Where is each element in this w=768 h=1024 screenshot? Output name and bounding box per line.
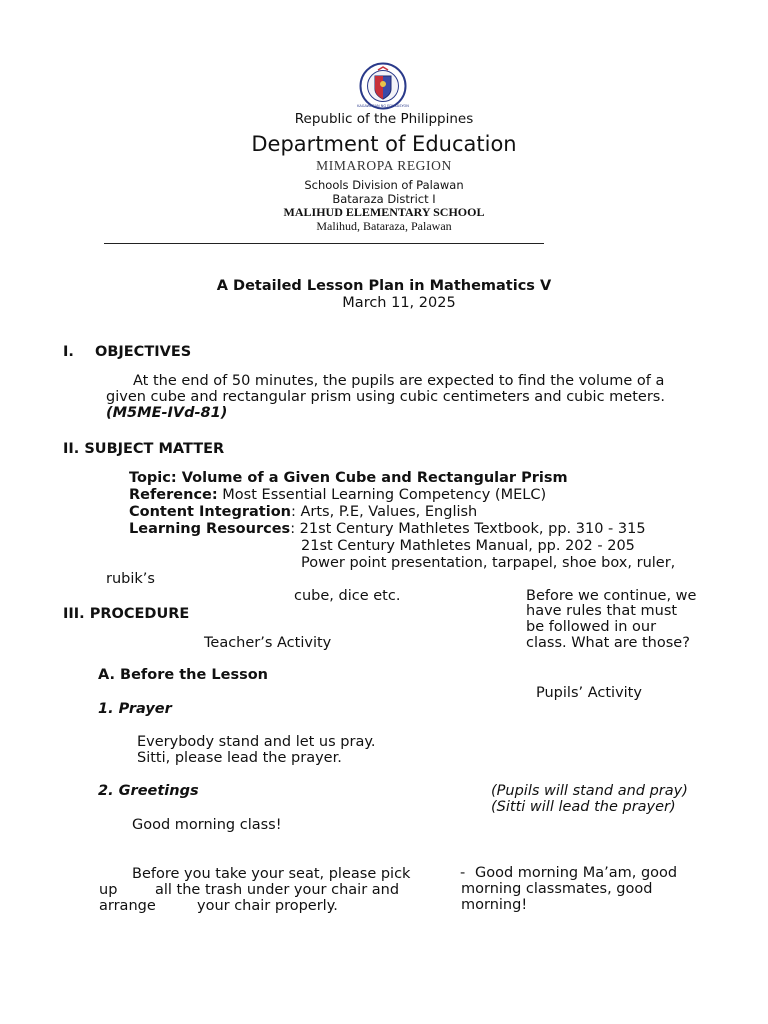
resources-line-3: Power point presentation, tarpapel, shoe box, ruler, [301,555,676,571]
prayer-line-1: Everybody stand and let us pray. [137,734,376,750]
prayer-heading: 1. Prayer [98,701,172,717]
reply-line-1: Good morning Ma’am, good [475,865,678,881]
seat-line-3a: arrange [99,898,156,914]
seat-line-3b: your chair properly. [197,898,338,914]
objectives-line-1: At the end of 50 minutes, the pupils are expected to find the volume of a [133,373,665,389]
republic-line: Republic of the Philippines [294,111,474,127]
procedure-heading: III. PROCEDURE [63,606,190,622]
school-name: MALIHUD ELEMENTARY SCHOOL [283,205,485,219]
resources-label: Learning Resources [129,521,291,537]
objectives-heading: OBJECTIVES [95,344,192,360]
objectives-line-2: given cube and rectangular prism using cubic centimeters and cubic meters. [106,389,665,405]
rules-line-1: Before we continue, we [526,588,697,604]
integration-value: : Arts, P.E, Values, English [290,504,478,520]
competency-code: (M5ME-IVd-81) [106,405,228,421]
topic-line: Topic: Volume of a Given Cube and Rectangular Prism [129,470,568,486]
deped-seal-logo [350,62,416,110]
reply-dash: - [460,865,466,881]
pupils-pray-line-1: (Pupils will stand and pray) [491,783,688,799]
school-address: Malihud, Bataraza, Palawan [316,219,452,233]
reply-line-3: morning! [461,897,528,913]
integration-line [129,504,477,520]
region-line: MIMAROPA REGION [316,158,452,173]
seat-line-1: Before you take your seat, please pick [132,866,411,882]
reference-value: Most Essential Learning Competency (MELC) [217,487,547,503]
reply-line-2: morning classmates, good [461,881,653,897]
integration-label: Content Integration [129,504,291,520]
objectives-numeral: I. [63,344,74,360]
department-title: Department of Education [251,132,517,156]
reference-label: Reference: [129,487,218,503]
rules-line-2: have rules that must [526,603,678,619]
reference-line [129,487,546,503]
lesson-date: March 11, 2025 [342,295,456,311]
resources-line-5: cube, dice etc. [294,588,401,604]
prayer-line-2: Sitti, please lead the prayer. [137,750,342,766]
seat-line-2a: up [99,882,118,898]
division-line: Schools Division of Palawan [304,178,464,192]
teacher-activity-column: Teacher’s Activity [204,635,332,651]
resources-value: : 21st Century Mathletes Textbook, pp. 310 - 315 [290,521,646,537]
pupils-activity-column: Pupils’ Activity [536,685,642,701]
subject-matter-heading: II. SUBJECT MATTER [63,441,225,457]
header-divider [104,243,544,244]
seat-line-2b: all the trash under your chair and [155,882,400,898]
resources-line-4: rubik’s [106,571,155,587]
resources-line-2: 21st Century Mathletes Manual, pp. 202 - 205 [301,538,635,554]
svg-text:KAGAWARAN NG EDUKASYON: KAGAWARAN NG EDUKASYON [357,104,409,108]
rules-line-3: be followed in our [526,619,657,635]
district-line: Bataraza District I [332,192,436,206]
before-lesson-heading: A. Before the Lesson [98,667,268,683]
good-morning-line: Good morning class! [132,817,282,833]
rules-line-4: class. What are those? [526,635,690,651]
resources-line [129,521,646,537]
pupils-pray-line-2: (Sitti will lead the prayer) [491,799,676,815]
lesson-plan-title: A Detailed Lesson Plan in Mathematics V [216,278,552,294]
greetings-heading: 2. Greetings [98,783,199,799]
